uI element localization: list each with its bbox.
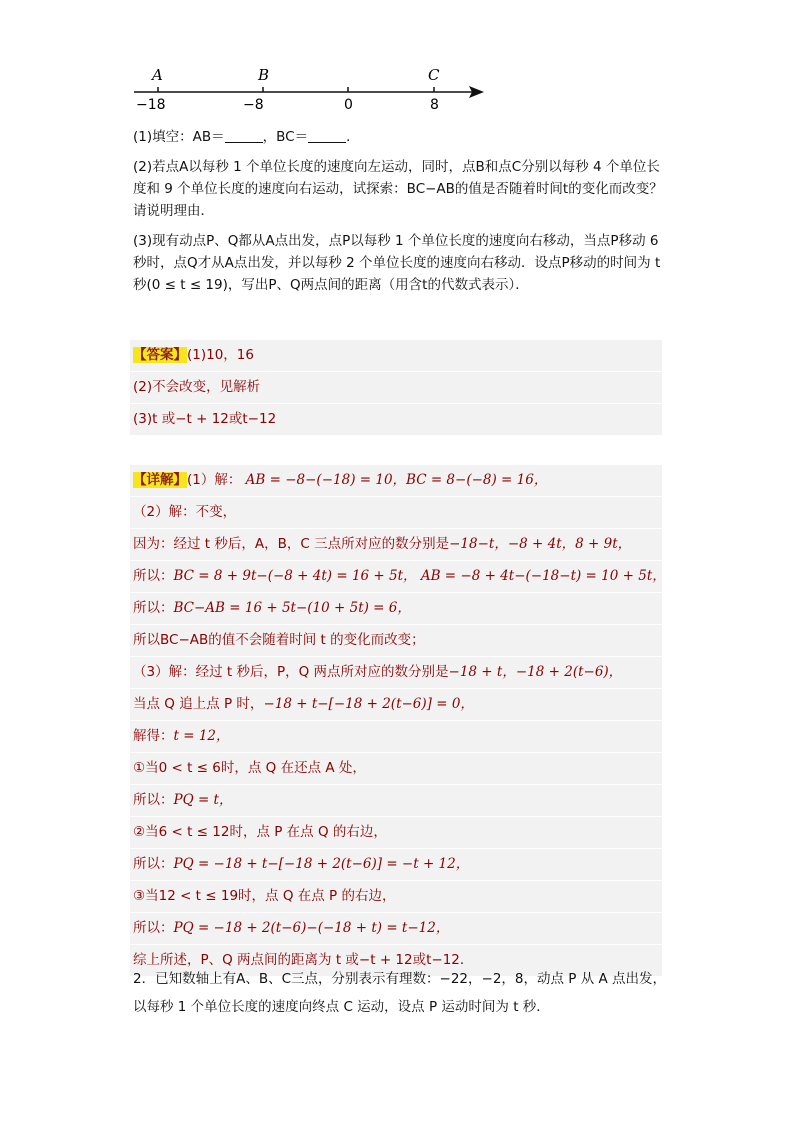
- blank-ab[interactable]: [225, 128, 263, 143]
- analysis-8-math: −18 + t−[−18 + 2(t−6)] = 0，: [263, 696, 474, 712]
- analysis-7-math: −18 + t，−18 + 2(t−6)，: [448, 664, 623, 680]
- analysis-line-5: [130, 593, 662, 625]
- analysis-1-math: AB = −8−(−18) = 10，BC = 8−(−8) = 16，: [245, 472, 548, 488]
- answer-tag: 【答案】: [133, 347, 187, 363]
- analysis-15-text: 所以：: [133, 920, 174, 936]
- tick-label-minus8: −8: [243, 97, 264, 113]
- analysis-3-math: −18−t，−8 + 4t，8 + 9t，: [449, 536, 632, 552]
- analysis-13-math: PQ = −18 + t−[−18 + 2(t−6)] = −t + 12，: [173, 856, 470, 872]
- analysis-11-math: PQ = t，: [173, 792, 233, 808]
- question-part3: (3)现有动点P、Q都从A点出发，点P以每秒 1 个单位长度的速度向右移动，当点P移动 6 秒时，点Q才从A点出发，并以每秒 2 个单位长度的速度向右移动．设点P移动的时间为 t秒(0 ≤ t ≤ 19)，写出P、Q两点间的距离（用含t的代数式表示）．: [133, 233, 661, 293]
- analysis-tag: 【详解】: [133, 472, 187, 488]
- analysis-panel: [130, 465, 666, 977]
- question-part2: (2)若点A以每秒 1 个单位长度的速度向左运动，同时，点B和点C分别以每秒 4 个单位长度和 9 个单位长度的速度向右运动，试探索：BC−AB的值是否随着时间t的变化而改变？请说明理由．: [133, 159, 663, 219]
- answer-panel: [130, 340, 662, 436]
- analysis-15-math: PQ = −18 + 2(t−6)−(−18 + t) = t−12，: [173, 920, 450, 936]
- analysis-7-text: （3）解：经过 t 秒后，P，Q 两点所对应的数分别是: [133, 664, 449, 680]
- analysis-13-text: 所以：: [133, 856, 174, 872]
- analysis-3-text: 因为：经过 t 秒后，A，B，C 三点所对应的数分别是: [133, 536, 450, 552]
- analysis-line-12: ②当6 < t ≤ 12时，点 P 在点 Q 的右边，: [130, 817, 662, 849]
- tick-label-zero: 0: [344, 97, 353, 113]
- point-label-b: B: [258, 66, 270, 84]
- analysis-line-6: 所以BC−AB的值不会随着时间 t 的变化而改变；: [130, 625, 662, 657]
- analysis-line-16: 综上所述，P、Q 两点间的距离为 t 或−t + 12或t−12．: [130, 945, 662, 977]
- answer-2: (2)不会改变，见解析: [130, 372, 662, 404]
- analysis-line-14: ③当12 < t ≤ 19时，点 Q 在点 P 的右边，: [130, 881, 662, 913]
- question-part1: [133, 126, 673, 148]
- answer-3: (3)t 或−t + 12或t−12: [130, 404, 662, 436]
- analysis-1-label: (1）解：: [187, 472, 242, 488]
- analysis-4-math: BC = 8 + 9t−(−8 + 4t) = 16 + 5t， AB = −8 + 4t−(−18−t) = 10 + 5t，: [173, 568, 666, 584]
- analysis-line-3: [130, 529, 662, 561]
- analysis-line-4: [130, 561, 666, 593]
- number-line: [128, 62, 488, 114]
- analysis-line-10: ①当0 < t ≤ 6时，点 Q 在还点 A 处，: [130, 753, 662, 785]
- part1-end: ．: [346, 129, 360, 145]
- analysis-line-2: （2）解：不变，: [130, 497, 662, 529]
- question-2-line-2: 以每秒 1 个单位长度的速度向终点 C 运动，设点 P 运动时间为 t 秒．: [133, 999, 550, 1015]
- analysis-9-math: t = 12，: [173, 728, 230, 744]
- analysis-8-text: 当点 Q 追上点 P 时，: [133, 696, 264, 712]
- analysis-5-math: BC−AB = 16 + 5t−(10 + 5t) = 6，: [173, 600, 411, 616]
- point-label-c: C: [428, 66, 440, 84]
- analysis-5-text: 所以：: [133, 600, 174, 616]
- analysis-line-7: [130, 657, 662, 689]
- analysis-line-1: [130, 465, 662, 497]
- analysis-4-text: 所以：: [133, 568, 174, 584]
- analysis-9-text: 解得：: [133, 728, 174, 744]
- question-2-block: [133, 968, 678, 1018]
- answer-1: (1)10，16: [187, 347, 254, 363]
- question-2-line-1: 2．已知数轴上有A、B、C三点，分别表示有理数：−22，−2，8，动点 P 从 A 点出发，: [133, 971, 667, 987]
- answer-line-1: [130, 340, 662, 372]
- point-label-a: A: [152, 66, 163, 84]
- analysis-line-11: [130, 785, 662, 817]
- blank-bc[interactable]: [308, 128, 346, 143]
- part1-prefix: (1)填空：AB＝: [133, 129, 225, 145]
- analysis-line-9: [130, 721, 662, 753]
- analysis-11-text: 所以：: [133, 792, 174, 808]
- part1-middle: ，BC＝: [262, 129, 309, 145]
- question-block: [133, 126, 673, 304]
- tick-label-minus18: −18: [136, 97, 166, 113]
- analysis-line-13: [130, 849, 662, 881]
- tick-label-8: 8: [430, 97, 439, 113]
- analysis-line-15: [130, 913, 662, 945]
- analysis-line-8: [130, 689, 662, 721]
